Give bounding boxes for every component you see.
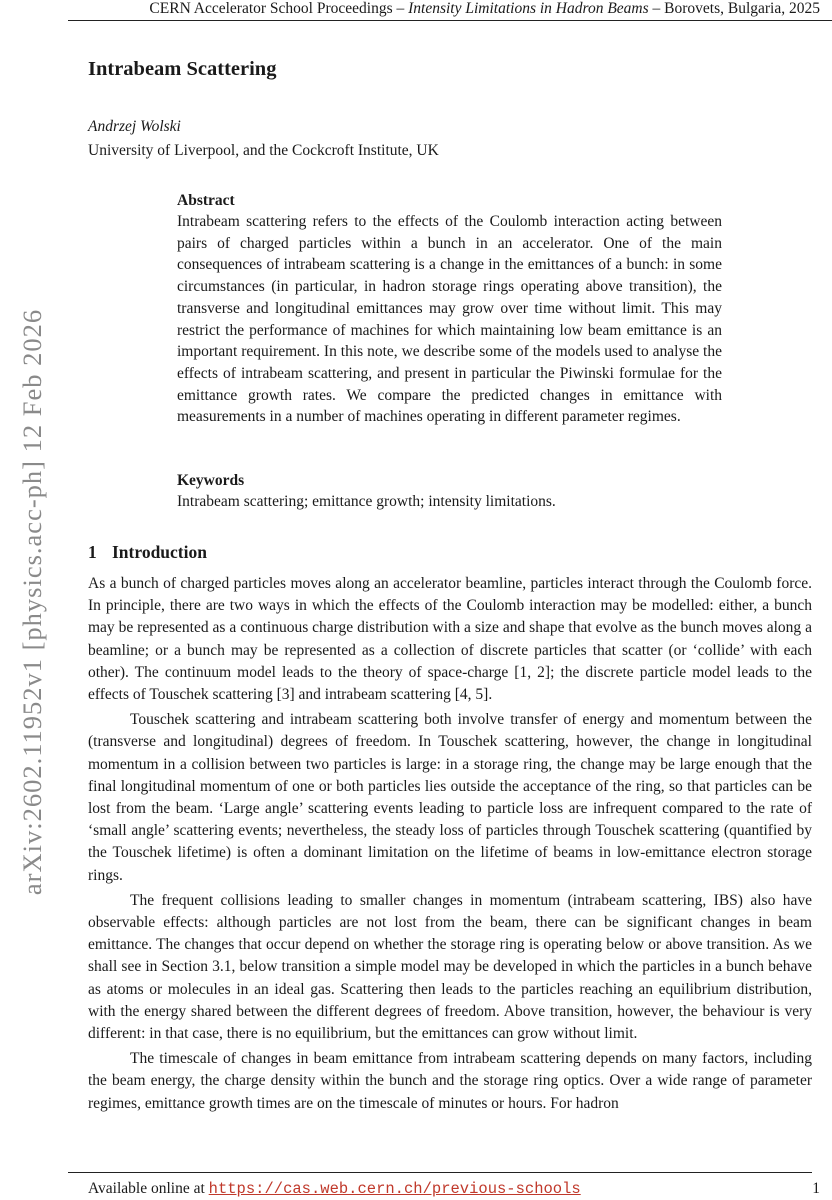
footer-link[interactable]: https://cas.web.cern.ch/previous-schools [208, 1180, 581, 1198]
affiliation: University of Liverpool, and the Cockcroft Institute, UK [88, 142, 439, 159]
header-event-title: Intensity Limitations in Hadron Beams [408, 0, 649, 17]
footer [88, 1180, 581, 1198]
section-title: Introduction [112, 542, 207, 562]
header-rule [68, 20, 832, 21]
introduction-body [88, 573, 812, 1118]
page-number: 1 [812, 1180, 820, 1197]
keywords-text: Intrabeam scattering; emittance growth; intensity limitations. [177, 493, 556, 510]
author: Andrzej Wolski [88, 118, 181, 135]
arxiv-stamp-text: arXiv:2602.11952v1 [physics.acc-ph] 12 Feb 2026 [17, 308, 47, 896]
header-prefix: CERN Accelerator School Proceedings – [149, 0, 409, 17]
paper-title: Intrabeam Scattering [88, 58, 277, 80]
keywords-section [177, 470, 722, 513]
footer-rule [68, 1172, 812, 1173]
footer-prefix: Available online at [88, 1180, 209, 1197]
abstract-text: Intrabeam scattering refers to the effects of the Coulomb interaction acting between pairs of charged particles within a bunch in an accelerator. One of the main consequences of intrabeam scattering is a change in the emittances of a bunch: in some circumstances (in particular, in hadron storage rings operating above transition), the transverse and longitudinal emittances may grow over time without limit. This may restrict the performance of machines for which maintaining low beam emittance is an important requirement. In this note, we describe some of the models used to analyse the effects of intrabeam scattering, and present in particular the Piwinski formulae for the emittance growth rates. We compare the predicted changes in emittance with measurements in a number of machines operating in different parameter regimes. [177, 213, 722, 426]
abstract-heading: Abstract [177, 192, 235, 209]
arxiv-stamp [12, 262, 52, 942]
paragraph: The frequent collisions leading to smaller changes in momentum (intrabeam scattering, IBS) also have observable effects: although particles are not lost from the beam, there can be significant changes in beam emittance. The changes that occur depend on whether the storage ring is operating below or above transition. As we shall see in Section 3.1, below transition a simple model may be developed in which the particles in a bunch behave as atoms or molecules in an ideal gas. Scattering then leads to the particles reaching an equilibrium distribution, with the energy shared between the different degrees of freedom. Above transition, however, the behaviour is very different: in that case, there is no equilibrium, but the emittances can grow without limit. [88, 891, 812, 1043]
abstract-section [177, 190, 722, 428]
header-suffix: – Borovets, Bulgaria, 2025 [648, 0, 820, 17]
keywords-heading: Keywords [177, 472, 245, 489]
paragraph: The timescale of changes in beam emittance from intrabeam scattering depends on many factors, including the beam energy, the charge density within the bunch and the storage ring optics. Over a wide range of parameter regimes, emittance growth times are on the timescale of minutes or hours. For hadron [88, 1050, 812, 1112]
running-header [60, 0, 820, 20]
section-heading-introduction [88, 542, 207, 563]
paragraph: As a bunch of charged particles moves along an accelerator beamline, particles interact through the Coulomb force. In principle, there are two ways in which the effects of the Coulomb interaction may be modelled: either, a bunch may be represented as a continuous charge distribution with a size and shape that evolve as the bunch moves along a beamline; or a bunch may be represented as a collection of discrete particles that scatter (or ‘collide’ with each other). The continuum model leads to the theory of space-charge [1, 2]; the discrete particle model leads to the effects of Touschek scattering [3] and intrabeam scattering [4, 5]. [88, 575, 812, 704]
section-number: 1 [88, 542, 97, 562]
paragraph: Touschek scattering and intrabeam scattering both involve transfer of energy and momentum between the (transverse and longitudinal) degrees of freedom. In Touschek scattering, however, the change in longitudinal momentum in a collision between two particles is large: in a storage ring, the change may be large enough that the final longitudinal momentum of one or both particles lies outside the acceptance of the ring, so that particles can be lost from the beam. ‘Large angle’ scattering events leading to particle loss are infrequent compared to the rate of ‘small angle’ scattering events; nevertheless, the steady loss of particles through Touschek scattering (quantified by the Touschek lifetime) is often a dominant limitation on the lifetime of beams in low-emittance electron storage rings. [88, 711, 812, 884]
